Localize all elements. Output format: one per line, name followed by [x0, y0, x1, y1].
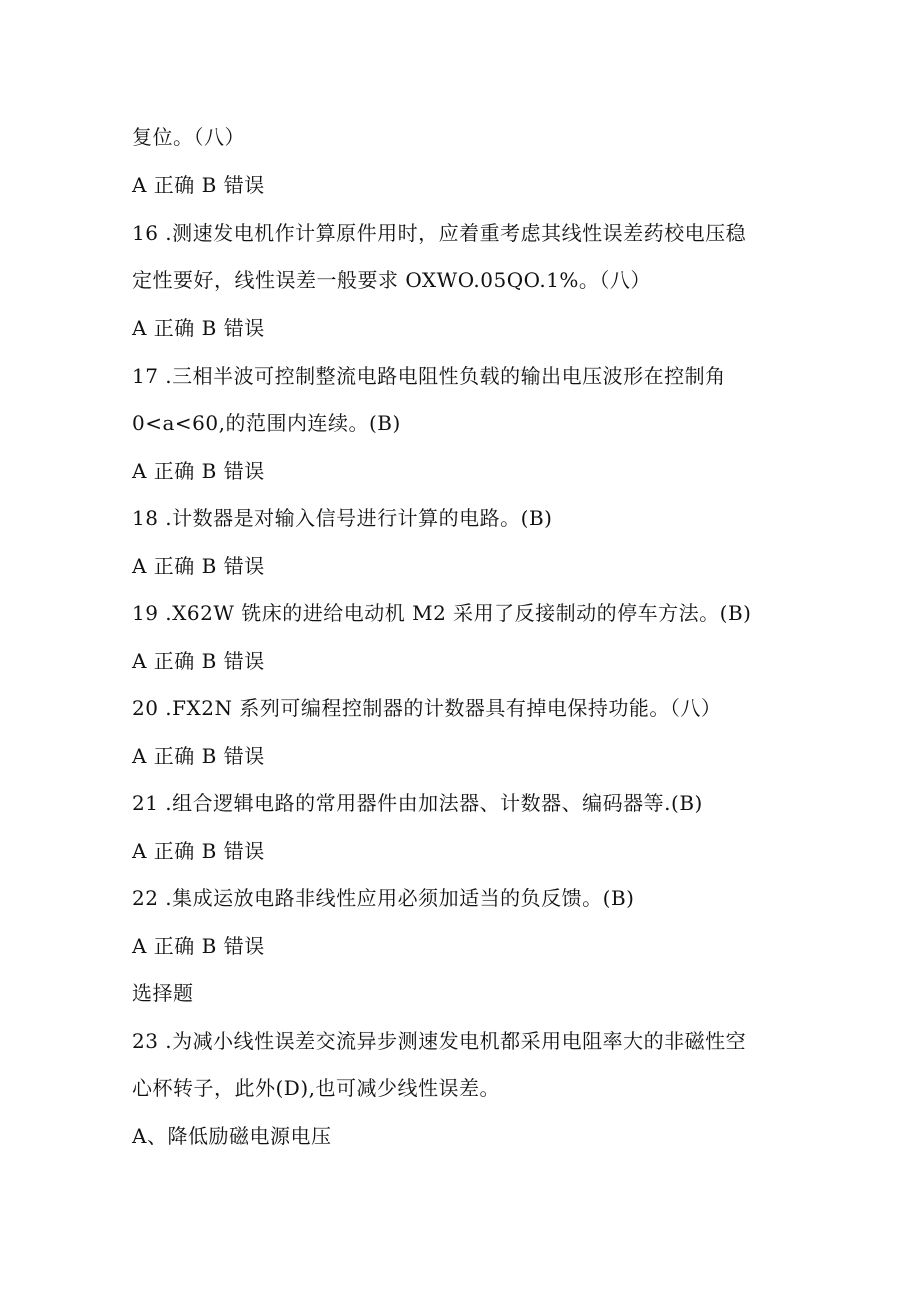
- answer-options-16: A 正确 B 错误: [132, 316, 265, 340]
- question-21: 21 .组合逻辑电路的常用器件由加法器、计数器、编码器等.(B): [132, 791, 703, 815]
- question-16-line-1: 16 .测速发电机作计算原件用时，应着重考虑其线性误差药校电压稳: [132, 221, 747, 245]
- answer-options-21: A 正确 B 错误: [132, 839, 265, 863]
- answer-options-20: A 正确 B 错误: [132, 744, 265, 768]
- question-23-line-2: 心杯转子，此外(D),也可减少线性误差。: [132, 1076, 500, 1100]
- text-line-reset-answer: 复位。（八）: [132, 125, 245, 149]
- answer-options-22: A 正确 B 错误: [132, 934, 265, 958]
- question-18: 18 .计数器是对输入信号进行计算的电路。(B): [132, 506, 553, 530]
- section-heading-multiple-choice: 选择题: [132, 981, 194, 1005]
- question-17-line-1: 17 .三相半波可控制整流电路电阻性负载的输出电压波形在控制角: [132, 364, 726, 388]
- option-a-23: A、降低励磁电源电压: [132, 1124, 332, 1148]
- question-16-line-2: 定性要好，线性误差一般要求 OXWO.05QO.1%。（八）: [132, 268, 651, 292]
- answer-options-15: A 正确 B 错误: [132, 173, 265, 197]
- question-20: 20 .FX2N 系列可编程控制器的计数器具有掉电保持功能。（八）: [132, 696, 722, 720]
- answer-options-17: A 正确 B 错误: [132, 459, 265, 483]
- answer-options-19: A 正确 B 错误: [132, 649, 265, 673]
- question-23-line-1: 23 .为减小线性误差交流异步测速发电机都采用电阻率大的非磁性空: [132, 1029, 747, 1053]
- question-19: 19 .X62W 铣床的进给电动机 M2 采用了反接制动的停车方法。(B): [132, 601, 752, 625]
- question-17-line-2: 0<a<60,的范围内连续。(B): [132, 411, 401, 435]
- answer-options-18: A 正确 B 错误: [132, 554, 265, 578]
- question-22: 22 .集成运放电路非线性应用必须加适当的负反馈。(B): [132, 886, 635, 910]
